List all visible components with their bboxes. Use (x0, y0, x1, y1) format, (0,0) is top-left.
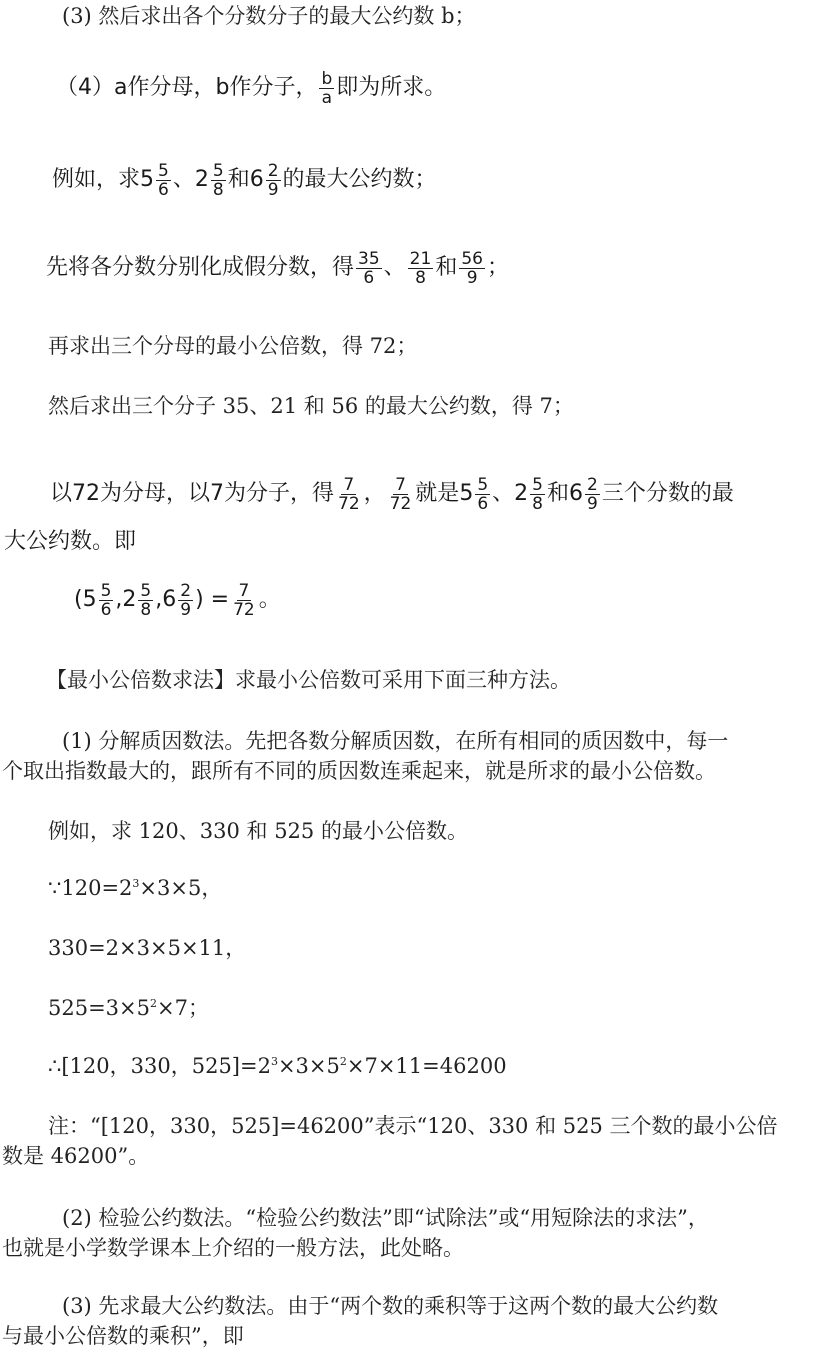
step4-suffix: 即为所求。 (336, 75, 447, 100)
lcm-heading: 【最小公倍数求法】求最小公倍数可采用下面三种方法。 (46, 668, 571, 692)
gcd-formula: (5 $\frac{5}{6}$ ,2 $\frac{5}{8}$ ,6 $\frac{2}{9}$ ) = $\frac{7}{72}$ 。 (74, 580, 281, 620)
fraction-56-9: $\frac{56}{9}$ (461, 248, 483, 288)
result-line2: 大公约数。即 (4, 529, 137, 554)
equation-330: 330=2×3×5×11， (48, 936, 247, 960)
method1-line2: 个取出指数最大的，跟所有不同的质因数连乘起来，就是所求的最小公倍数。 (2, 759, 716, 783)
fraction-5-6: $\frac{5}{6}$ (158, 160, 169, 200)
fraction-21-8: $\frac{21}{8}$ (409, 248, 432, 288)
method2-line2: 也就是小学数学课本上介绍的一般方法，此处略。 (2, 1236, 464, 1260)
method3-line2: 与最小公倍数的乘积”，即 (2, 1324, 244, 1348)
fraction-b-over-a: $\frac{b}{a}$ (321, 68, 333, 108)
example2-text: 例如，求 120、330 和 525 的最小公倍数。 (48, 819, 468, 843)
fraction-35-6: $\frac{35}{6}$ (358, 248, 380, 288)
equation-525: $525=3\times 5^2\times 7$； (48, 996, 209, 1020)
fraction-5-8-b: $\frac{5}{8}$ (532, 474, 543, 514)
example1-line: 例如，求 5 $\frac{5}{6}$ 、 2 $\frac{5}{8}$ 和 6 $\frac{2}{9}$ 的最大公约数； (52, 160, 437, 200)
fraction-5-6-b: $\frac{5}{6}$ (477, 474, 489, 514)
fraction-5-8: $\frac{5}{8}$ (212, 160, 224, 200)
note-line2: 数是 46200”。 (2, 1144, 150, 1168)
gcd-numerators-text: 然后求出三个分子 35、21 和 56 的最大公约数，得 7； (48, 394, 574, 418)
lcm-denominators-text: 再求出三个分母的最小公倍数，得 72； (48, 334, 418, 358)
formula-fraction-5-6: $\frac{5}{6}$ (100, 580, 112, 620)
fraction-7-72-b: $\frac{7}{72}$ (389, 474, 412, 514)
step4-line (56, 62, 446, 114)
formula-fraction-2-9: $\frac{2}{9}$ (180, 580, 192, 620)
fraction-7-72: $\frac{7}{72}$ (338, 474, 360, 514)
formula-fraction-5-8: $\frac{5}{8}$ (140, 580, 152, 620)
equation-lcm-result: ∴[120，330，$525]=2^3\times 3\times 5^2\times 7\times 11=46200$ (48, 1054, 507, 1078)
fraction-2-9-b: $\frac{2}{9}$ (587, 474, 598, 514)
improper-fractions-line: 先将各分数分别化成假分数，得 $\frac{35}{6}$ 、 $\frac{21}{8}$ 和 $\frac{56}{9}$ ； (46, 248, 509, 288)
step3-text: (3) 然后求出各个分数分子的最大公约数 b； (62, 4, 476, 28)
method1-line1: (1) 分解质因数法。先把各数分解质因数，在所有相同的质因数中，每一 (62, 729, 729, 753)
equation-120: $\because 120=2^3\times 3\times 5$， (48, 876, 223, 900)
formula-fraction-7-72: $\frac{7}{72}$ (233, 580, 255, 620)
fraction-2-9: $\frac{2}{9}$ (267, 160, 279, 200)
step4-prefix: （4）a作分母，b作分子， (56, 75, 318, 100)
note-line1: 注：“[120，330，525]=46200”表示“120、330 和 525 三个数的最小公倍 (48, 1114, 778, 1138)
method2-line1: (2) 检验公约数法。“检验公约数法”即“试除法”或“用短除法的求法”， (62, 1206, 709, 1230)
result-line: 以72为分母，以7为分子，得 $\frac{7}{72}$ ， $\frac{7}{72}$ 就是 5 $\frac{5}{6}$ 、 2 $\frac{5}{8}$ 和 6 $\frac{2}{9}$ 三个分数的最 (50, 474, 734, 514)
method3-line1: (3) 先求最大公约数法。由于“两个数的乘积等于这两个数的最大公约数 (62, 1294, 719, 1318)
